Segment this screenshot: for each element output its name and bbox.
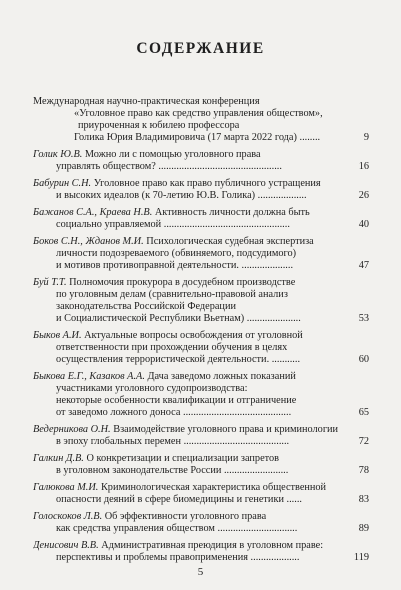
toc-entry-line	[56, 552, 299, 564]
toc-entry-line	[56, 342, 287, 354]
toc-entry-title: Криминологическая характеристика общественной	[100, 482, 327, 493]
toc-entry-title: Голика Юрия Владимировича (17 марта 2022 года) ........	[74, 132, 321, 143]
toc-entry-line	[33, 540, 323, 552]
toc-entry-title: Актуальные вопросы освобождения от уголовной	[84, 330, 303, 341]
toc-entry-line	[33, 96, 260, 108]
toc-entry-line	[33, 511, 266, 523]
toc-entry-title: Дача заведомо ложных показаний	[147, 371, 296, 382]
toc-entry-title: некоторые особенности квалификации и отграничение	[56, 395, 297, 406]
toc-entry-line	[33, 482, 326, 494]
toc-entry-line	[78, 120, 239, 132]
toc-entry-title: Международная научно-практическая конференция	[33, 96, 260, 107]
toc-entry-title: Полномочия прокурора в досудебном производстве	[69, 277, 296, 288]
toc-entry-line	[56, 383, 247, 395]
toc-entry-line	[56, 313, 301, 325]
toc-entry-line	[33, 236, 314, 248]
toc-entry-author: Бажанов С.А., Краева Н.В.	[33, 207, 153, 218]
toc-entry-author: Боков С.Н., Жданов М.И.	[33, 236, 144, 247]
toc-entry-title: Активность личности должна быть	[154, 207, 310, 218]
toc-entry-line	[56, 219, 290, 231]
toc-entry-line	[56, 436, 289, 448]
toc-entry-page-number: 72	[358, 436, 369, 447]
toc-entry-title: приуроченная к юбилею профессора	[78, 120, 240, 131]
toc-entry-author: Ведерникова О.Н.	[33, 424, 111, 435]
toc-entry-title: О конкретизации и специализации запретов	[86, 453, 280, 464]
toc-entry-title: социально управляемой .................................................	[56, 219, 290, 230]
toc-entry-title: от заведомо ложного доноса ..........................................	[56, 407, 292, 418]
toc-entry-title: в эпоху глобальных перемен .........................................	[56, 436, 290, 447]
toc-entry-title: по уголовным делам (сравнительно-правовой анализ	[56, 289, 288, 300]
toc-entry-line	[33, 330, 303, 342]
toc-entry-line	[56, 289, 288, 301]
toc-entry-author: Бабурин С.Н.	[33, 178, 92, 189]
toc-entry-line	[56, 523, 297, 535]
toc-entry-line	[56, 190, 307, 202]
toc-entry-title: Взаимодействие уголовного права и криминологии	[113, 424, 339, 435]
toc-entry-title: опасности деяний в сфере биомедицины и генетики ......	[56, 494, 302, 505]
toc-entry-page-number: 16	[358, 161, 369, 172]
toc-entry-title: личности подозреваемого (обвиняемого, подсудимого)	[56, 248, 297, 259]
page-number: 5	[197, 566, 204, 578]
toc-entry-line	[33, 424, 338, 436]
toc-entry-title: как средства управления обществом ...............................	[56, 523, 298, 534]
toc-entry-author: Денисович В.В.	[33, 540, 99, 551]
toc-entry-page-number: 40	[358, 219, 369, 230]
toc-entry-page-number: 119	[353, 552, 369, 563]
toc-entry-author: Галюкова М.И.	[33, 482, 99, 493]
toc-entry-title: и мотивов противоправной деятельности. ....................	[56, 260, 294, 271]
toc-entry-author: Быкова Е.Г., Казаков А.А.	[33, 371, 145, 382]
toc-entry-title: Уголовное право как право публичного устращения	[93, 178, 321, 189]
toc-entry-title: в уголовном законодательстве России .........................	[56, 465, 289, 476]
toc-entry-line	[56, 395, 296, 407]
toc-entry-line	[33, 277, 295, 289]
toc-entry-line	[56, 260, 293, 272]
toc-entry-title: и Социалистической Республики Вьетнам) .....................	[56, 313, 301, 324]
toc-entry-line	[56, 161, 282, 173]
toc-entry-title: осуществления террористической деятельности. ...........	[56, 354, 301, 365]
toc-entry-line	[33, 207, 310, 219]
toc-entry-line	[74, 132, 320, 144]
toc-entry-line	[56, 354, 300, 366]
toc-entry-line	[56, 248, 296, 260]
toc-entry-line	[33, 178, 321, 190]
toc-entry-line	[56, 494, 302, 506]
toc-entry-title: Можно ли с помощью уголовного права	[84, 149, 261, 160]
toc-entry-line	[33, 149, 261, 161]
toc-entry-page-number: 65	[358, 407, 369, 418]
toc-entry-author: Галкин Д.В.	[33, 453, 84, 464]
toc-entry-page-number: 83	[358, 494, 369, 505]
toc-entry-page-number: 9	[363, 132, 369, 143]
toc-entry-line	[56, 407, 291, 419]
toc-entry-title: перспективы и проблемы правоприменения ...................	[56, 552, 300, 563]
toc-entry-title: участниками уголовного судопроизводства:	[56, 383, 248, 394]
toc-entry-line	[33, 371, 296, 383]
toc-entry-line	[74, 108, 323, 120]
toc-entry-title: Психологическая судебная экспертиза	[146, 236, 314, 247]
toc-entry-author: Быков А.И.	[33, 330, 82, 341]
toc-entry-author: Голик Ю.В.	[33, 149, 83, 160]
toc-entry-page-number: 26	[358, 190, 369, 201]
toc-entry-line	[56, 301, 236, 313]
toc-entry-page-number: 53	[358, 313, 369, 324]
toc-entry-title: Об эффективности уголовного права	[104, 511, 267, 522]
toc-entry-title: законодательства Российской Федерации	[56, 301, 236, 312]
toc-entry-title: управлять обществом? ................................................	[56, 161, 282, 172]
toc-entry-title: и высоких идеалов (к 70-летию Ю.В. Голика) ...................	[56, 190, 307, 201]
toc-entry-line	[33, 453, 279, 465]
toc-entry-author: Голоскоков Л.В.	[33, 511, 103, 522]
toc-entry-line	[56, 465, 288, 477]
toc-entry-title: ответственности при прохождении обучения в целях	[56, 342, 288, 353]
toc-entry-page-number: 78	[358, 465, 369, 476]
toc-entry-page-number: 47	[358, 260, 369, 271]
toc-entry-page-number: 60	[358, 354, 369, 365]
page-title: СОДЕРЖАНИЕ	[136, 40, 265, 57]
toc-entry-page-number: 89	[358, 523, 369, 534]
toc-entry-author: Буй Т.Т.	[33, 277, 67, 288]
toc-entry-title: «Уголовное право как средство управления обществом»,	[74, 108, 323, 119]
toc-entry-title: Административная преюдиция в уголовном праве:	[101, 540, 324, 551]
